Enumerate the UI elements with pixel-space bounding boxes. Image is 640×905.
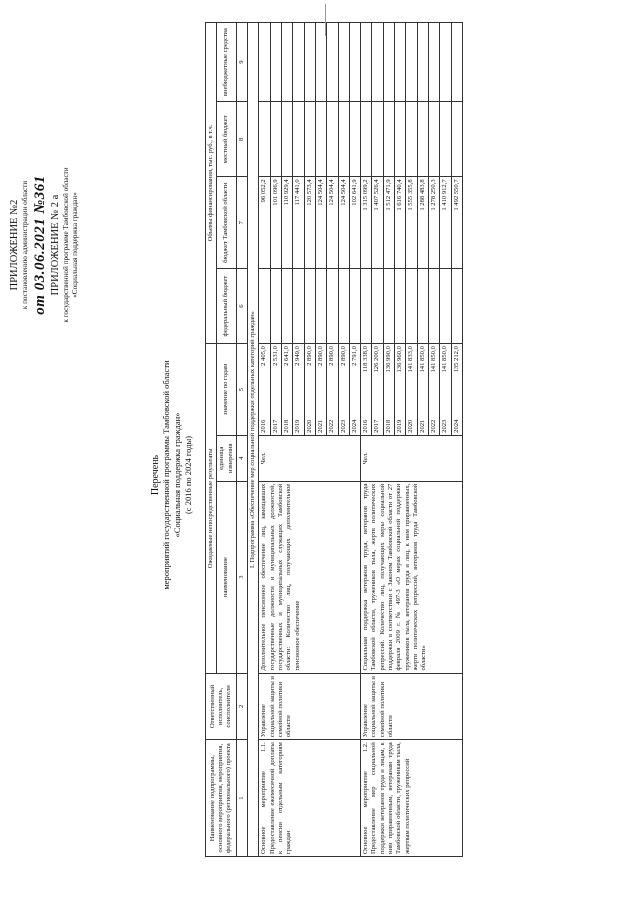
value-cell	[395, 344, 406, 436]
measure-1-1-result: Дополнительное пенсионное обеспечение лиц, замещавших государственные должности и муниципальных должностей, государственных и муниципальных служащих Тамбовской области: Количество лиц, получающих дополнительное пенсионное обеспечение	[259, 481, 361, 673]
measure-1-2-name: Основное мероприятие 1.2. Предоставление мер социальной поддержки ветеранов труда и лицам, к ним приравненным, ветеранам труда Тамбовской области, труженикам тыла, жертвам политических репрессий	[361, 740, 463, 857]
col-number: 2	[236, 673, 247, 740]
results-group-header: Ожидаемые непосредственные результаты	[206, 344, 217, 673]
regional-cell: 1 492 550,7	[451, 177, 462, 269]
title-line-4: (с 2016 по 2024 годы)	[183, 435, 193, 515]
local-cell	[372, 102, 383, 177]
program-name: «Социальная поддержка граждан»	[71, 192, 79, 298]
result-unit-header: единица измерения	[217, 435, 237, 481]
extra-cell	[406, 23, 417, 102]
table-row	[259, 23, 270, 857]
federal-cell	[270, 269, 281, 344]
value-cell	[383, 344, 394, 436]
year: 2022	[429, 419, 437, 433]
local-cell	[417, 102, 428, 177]
federal-cell	[372, 269, 383, 344]
regional-cell: 117 441,0	[293, 177, 304, 269]
federal-cell	[451, 269, 462, 344]
extra-cell	[282, 23, 293, 102]
value: 136 960,0	[396, 346, 404, 373]
year: 2016	[260, 419, 268, 433]
year: 2020	[407, 419, 415, 433]
local-cell	[406, 102, 417, 177]
document-title	[150, 195, 194, 755]
local-cell	[293, 102, 304, 177]
local-cell	[383, 102, 394, 177]
federal-cell	[428, 269, 439, 344]
title-line-1: Перечень	[150, 454, 161, 496]
col-number: 4	[236, 435, 247, 481]
regional-cell: 1 407 526,4	[372, 177, 383, 269]
year: 2019	[396, 419, 404, 433]
federal-cell	[327, 269, 338, 344]
federal-cell	[315, 269, 326, 344]
federal-cell	[304, 269, 315, 344]
column-numbers-row	[236, 23, 247, 857]
federal-budget-header: федеральный бюджет	[217, 269, 237, 344]
title-line-3: «Социальная поддержка граждан»	[172, 412, 182, 538]
extra-cell	[395, 23, 406, 102]
year: 2017	[373, 419, 381, 433]
col-executor-header: Ответственный исполнитель, соисполнители	[206, 673, 237, 740]
local-cell	[395, 102, 406, 177]
year: 2023	[339, 419, 347, 433]
local-cell	[349, 102, 360, 177]
value: 141 850,0	[418, 346, 426, 373]
local-cell	[428, 102, 439, 177]
regional-cell: 1 278 250,3	[428, 177, 439, 269]
result-value-header: значение по годам	[217, 344, 237, 436]
year: 2020	[305, 419, 313, 433]
local-cell	[315, 102, 326, 177]
extra-cell	[293, 23, 304, 102]
regional-cell: 1 315 099,2	[361, 177, 372, 269]
appendix-header	[8, 35, 81, 455]
year: 2018	[283, 419, 291, 433]
value-cell	[349, 344, 360, 436]
measure-1-2-executor: Управление социальной защиты и семейной политики области	[361, 673, 463, 740]
year: 2021	[316, 419, 324, 433]
local-cell	[338, 102, 349, 177]
result-name-header: наименование	[217, 481, 237, 673]
extra-cell	[338, 23, 349, 102]
value: 2 405,0	[260, 346, 268, 366]
local-cell	[451, 102, 462, 177]
col-number: 6	[236, 269, 247, 344]
regional-budget-header: бюджет Тамбовской области	[217, 177, 237, 269]
local-cell	[304, 102, 315, 177]
extra-cell	[270, 23, 281, 102]
regional-cell: 120 573,4	[304, 177, 315, 269]
local-cell	[282, 102, 293, 177]
local-cell	[327, 102, 338, 177]
local-cell	[440, 102, 451, 177]
federal-cell	[395, 269, 406, 344]
value-cell	[282, 344, 293, 436]
extra-cell	[304, 23, 315, 102]
year: 2019	[294, 419, 302, 433]
extra-cell	[361, 23, 372, 102]
year: 2018	[384, 419, 392, 433]
measure-1-1-unit: Чел.	[259, 435, 361, 481]
value-cell	[361, 344, 372, 436]
federal-cell	[383, 269, 394, 344]
measures-table	[205, 22, 463, 857]
value-cell	[372, 344, 383, 436]
value: 2 890,0	[339, 346, 347, 366]
col-number: 5	[236, 344, 247, 436]
federal-cell	[440, 269, 451, 344]
extra-cell	[440, 23, 451, 102]
extra-cell	[428, 23, 439, 102]
value: 141 833,0	[407, 346, 415, 373]
extra-cell	[327, 23, 338, 102]
appendix-sublabel: ПРИЛОЖЕНИЕ № 2 а	[49, 194, 61, 296]
handwritten-date: от 03.06.2021 №361	[31, 175, 48, 315]
value-cell	[406, 344, 417, 436]
col-number: 9	[236, 23, 247, 102]
value: 118 338,0	[362, 346, 370, 373]
value: 141 850,0	[441, 346, 449, 373]
value-cell	[440, 344, 451, 436]
regional-cell: 96 052,2	[259, 177, 270, 269]
regional-cell: 1 555 355,8	[406, 177, 417, 269]
col-subprogram-header: Наименование подпрограммы, основного мероприятия, мероприятия, федерального (регионального) проекта	[206, 740, 237, 857]
value-cell	[304, 344, 315, 436]
value-cell	[327, 344, 338, 436]
decree-reference: к постановлению администрации области	[21, 180, 29, 310]
local-cell	[270, 102, 281, 177]
value: 2 890,0	[316, 346, 324, 366]
value-cell	[315, 344, 326, 436]
value: 2 641,0	[283, 346, 291, 366]
measure-1-1-name: Основное мероприятие 1.1. Предоставление ежемесячной доплаты к пенсии отдельным категориям граждан	[259, 740, 361, 857]
federal-cell	[338, 269, 349, 344]
year: 2021	[418, 419, 426, 433]
value-cell	[451, 344, 462, 436]
extra-budget-header: внебюджетные средства	[217, 23, 237, 102]
regional-cell: 110 929,4	[282, 177, 293, 269]
year: 2022	[328, 419, 336, 433]
col-number: 7	[236, 177, 247, 269]
extra-cell	[372, 23, 383, 102]
extra-cell	[417, 23, 428, 102]
extra-cell	[451, 23, 462, 102]
local-cell	[259, 102, 270, 177]
regional-cell: 101 096,9	[270, 177, 281, 269]
federal-cell	[349, 269, 360, 344]
appendix-label: ПРИЛОЖЕНИЕ №2	[9, 199, 20, 291]
regional-cell: 102 641,9	[349, 177, 360, 269]
year: 2024	[350, 419, 358, 433]
value: 2 531,0	[271, 346, 279, 366]
value: 2 890,0	[328, 346, 336, 366]
financing-group-header: Объемы финансирования, тыс. руб., в т.ч.	[206, 23, 217, 344]
regional-cell: 124 504,4	[327, 177, 338, 269]
col-number: 3	[236, 481, 247, 673]
federal-cell	[293, 269, 304, 344]
punch-mark	[325, 4, 326, 36]
subprogram-row	[248, 23, 259, 857]
regional-cell: 1 512 471,9	[383, 177, 394, 269]
header-row-1	[206, 23, 217, 857]
regional-cell: 124 504,4	[338, 177, 349, 269]
year: 2024	[452, 419, 460, 433]
federal-cell	[259, 269, 270, 344]
value-cell	[270, 344, 281, 436]
col-number: 1	[236, 740, 247, 857]
extra-cell	[259, 23, 270, 102]
value: 135 212,0	[452, 346, 460, 373]
value-cell	[259, 344, 270, 436]
extra-cell	[383, 23, 394, 102]
program-reference: к государственной программе Тамбовской области	[61, 167, 70, 323]
value: 2 949,0	[294, 346, 302, 366]
regional-cell: 1 616 740,4	[395, 177, 406, 269]
title-line-2: мероприятий государственной программы Тамбовской области	[161, 360, 171, 590]
subprogram-title: I. Подпрограмма «Обеспечение мер социальной поддержки отдельных категорий граждан»	[248, 23, 259, 857]
value-cell	[428, 344, 439, 436]
value-cell	[417, 344, 428, 436]
value: 141 850,0	[429, 346, 437, 373]
local-cell	[361, 102, 372, 177]
col-number: 8	[236, 102, 247, 177]
value-cell	[338, 344, 349, 436]
year: 2017	[271, 419, 279, 433]
federal-cell	[406, 269, 417, 344]
extra-cell	[349, 23, 360, 102]
year: 2023	[441, 419, 449, 433]
year: 2016	[362, 419, 370, 433]
local-budget-header: местный бюджет	[217, 102, 237, 177]
value: 2 791,0	[350, 346, 358, 366]
federal-cell	[417, 269, 428, 344]
federal-cell	[361, 269, 372, 344]
measure-1-1-executor: Управление социальной защиты и семейной политики области	[259, 673, 361, 740]
measure-1-2-unit: Чел.	[361, 435, 463, 481]
table-row	[361, 23, 372, 857]
value: 136 990,0	[384, 346, 392, 373]
federal-cell	[282, 269, 293, 344]
value: 126 200,0	[373, 346, 381, 373]
measure-1-2-result: Социальная поддержка ветеранов труда, ветеранов труда Тамбовской области, тружеников тыла, жертв политических репрессий. Количество лиц, получающих меры социальной поддержки в соответствии с Законом Тамбовской области от 27 февраля 2009 г. № 497-3 «О мерах социальной поддержки тружеников тыла, ветеранов труда и лиц, к ним приравненных, жертв политических репрессий, ветеранов труда Тамбовской области»	[361, 481, 463, 673]
regional-cell: 124 504,4	[315, 177, 326, 269]
regional-cell: 1 288 483,8	[417, 177, 428, 269]
regional-cell: 1 410 912,7	[440, 177, 451, 269]
value-cell	[293, 344, 304, 436]
value: 2 890,0	[305, 346, 313, 366]
